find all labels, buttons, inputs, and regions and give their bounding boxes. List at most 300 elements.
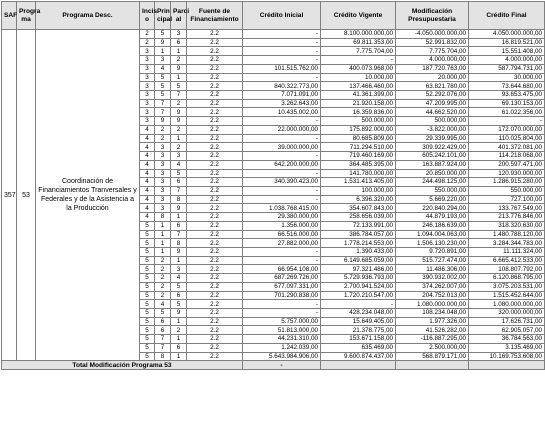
- table-cell: 10.169.753.608,00: [469, 352, 545, 361]
- table-cell: 340.390.423,00: [243, 178, 321, 187]
- table-cell: 1: [155, 230, 171, 239]
- table-cell: 364.485.395,00: [321, 160, 396, 169]
- table-cell: 16.819.521,00: [469, 38, 545, 47]
- column-header: Modificación Presupuestaria: [396, 2, 469, 30]
- table-cell: 2.2: [187, 309, 243, 318]
- table-cell: 4: [155, 64, 171, 73]
- table-cell: 101.515.762,00: [243, 64, 321, 73]
- table-cell: 4: [140, 169, 155, 178]
- table-cell: 1.480.788.120,00: [469, 230, 545, 239]
- table-cell: 3: [140, 73, 155, 82]
- table-cell: 5: [140, 221, 155, 230]
- table-cell: 2.2: [187, 134, 243, 143]
- table-cell: 4: [140, 160, 155, 169]
- table-cell: 711.294.510,00: [321, 143, 396, 152]
- table-cell: 5: [140, 265, 155, 274]
- table-cell: 44.879.193,00: [396, 213, 469, 222]
- table-cell: 39.000.000,00: [243, 143, 321, 152]
- table-body: [2, 30, 545, 361]
- table-cell: 1: [171, 317, 187, 326]
- table-cell: 1: [171, 73, 187, 82]
- table-cell: 5: [171, 300, 187, 309]
- table-cell: 2.2: [187, 91, 243, 100]
- table-cell: 2.2: [187, 343, 243, 352]
- table-cell: 1.506.130.230,00: [396, 239, 469, 248]
- table-cell: 7.775.704,00: [321, 47, 396, 56]
- table-cell: 2.2: [187, 221, 243, 230]
- table-cell: -: [243, 30, 321, 39]
- table-cell: -: [243, 38, 321, 47]
- table-cell: 8: [155, 213, 171, 222]
- table-cell: 9: [171, 108, 187, 117]
- table-cell: 6: [171, 343, 187, 352]
- table-cell: 100.000,00: [321, 186, 396, 195]
- table-cell: 1: [155, 221, 171, 230]
- table-cell: -: [243, 73, 321, 82]
- table-cell: -: [243, 195, 321, 204]
- saf-cell: 357: [2, 30, 17, 361]
- table-cell: 2.2: [187, 73, 243, 82]
- table-cell: 21.378.775,00: [321, 326, 396, 335]
- table-cell: 642.200.000,00: [243, 160, 321, 169]
- table-cell: 4: [140, 204, 155, 213]
- table-cell: 2.2: [187, 274, 243, 283]
- table-cell: 2: [171, 143, 187, 152]
- table-cell: -: [243, 117, 321, 126]
- table-cell: 7.775.704,00: [396, 47, 469, 56]
- table-cell: 114.218.068,00: [469, 152, 545, 161]
- total-value: -: [243, 361, 321, 370]
- table-cell: 204.752.013,00: [396, 291, 469, 300]
- table-cell: 2.2: [187, 82, 243, 91]
- table-cell: 318.320.630,00: [469, 221, 545, 230]
- table-cell: 3: [140, 99, 155, 108]
- table-cell: 2.2: [187, 239, 243, 248]
- table-cell: 2: [140, 38, 155, 47]
- programa-cell: 53: [17, 30, 36, 361]
- table-cell: 2: [171, 56, 187, 65]
- table-cell: 500.000,00: [396, 117, 469, 126]
- table-cell: 5: [155, 91, 171, 100]
- table-cell: 10.000,00: [321, 73, 396, 82]
- table-cell: 4: [171, 274, 187, 283]
- table-cell: 6: [171, 178, 187, 187]
- table-cell: 4: [140, 195, 155, 204]
- table-cell: 258.656.039,00: [321, 213, 396, 222]
- table-cell: 9: [171, 204, 187, 213]
- table-cell: 2: [171, 99, 187, 108]
- table-cell: 8: [171, 195, 187, 204]
- table-cell: 17.626.731,00: [469, 317, 545, 326]
- table-cell: 2.2: [187, 186, 243, 195]
- table-cell: 2.2: [187, 213, 243, 222]
- table-cell: 9: [155, 38, 171, 47]
- table-cell: 5: [140, 300, 155, 309]
- table-cell: 3: [171, 265, 187, 274]
- table-cell: 515.727.474,00: [396, 256, 469, 265]
- table-cell: 3: [155, 160, 171, 169]
- table-cell: 1.515.452.644,00: [469, 291, 545, 300]
- table-cell: 1.094.004.063,00: [396, 230, 469, 239]
- table-cell: 36.784.563,00: [469, 335, 545, 344]
- table-cell: -: [243, 300, 321, 309]
- table-cell: 550.000,00: [469, 186, 545, 195]
- table-cell: 5: [140, 256, 155, 265]
- table-cell: 1.080.000.000,00: [469, 300, 545, 309]
- table-cell: 401.372.081,00: [469, 143, 545, 152]
- table-cell: 2.2: [187, 38, 243, 47]
- table-cell: 175.892.000,00: [321, 125, 396, 134]
- table-cell: 2.2: [187, 326, 243, 335]
- table-cell: 8: [155, 352, 171, 361]
- programa-desc-cell: Coordinación de Financiamientos Tranversales y Federales y de la Asistencia a la Producción: [36, 30, 140, 361]
- table-cell: 5: [140, 239, 155, 248]
- column-header: Crédito Vigente: [321, 2, 396, 30]
- table-cell: -: [243, 47, 321, 56]
- table-cell: 80.685.809,00: [321, 134, 396, 143]
- table-cell: 120.930.000,00: [469, 169, 545, 178]
- table-cell: 44.662.520,00: [396, 108, 469, 117]
- table-cell: 309.922.429,00: [396, 143, 469, 152]
- table-cell: 687.269.726,00: [243, 274, 321, 283]
- table-cell: 4: [140, 186, 155, 195]
- table-cell: 97.321.486,00: [321, 265, 396, 274]
- table-cell: 4: [140, 152, 155, 161]
- table-cell: 7: [155, 108, 171, 117]
- table-cell: 5: [140, 326, 155, 335]
- table-cell: 153.671.158,00: [321, 335, 396, 344]
- table-cell: 9: [171, 247, 187, 256]
- table-cell: 2: [155, 265, 171, 274]
- table-cell: -4.050.000.000,00: [396, 30, 469, 39]
- table-cell: 840.322.773,00: [243, 82, 321, 91]
- table-cell: 2.2: [187, 56, 243, 65]
- table-cell: 66.516.000,00: [243, 230, 321, 239]
- table-cell: 6: [155, 326, 171, 335]
- table-cell: 635.469,00: [321, 343, 396, 352]
- table-cell: 390.932.002,00: [396, 274, 469, 283]
- table-cell: -: [243, 247, 321, 256]
- table-cell: 5: [140, 335, 155, 344]
- table-cell: 2.2: [187, 195, 243, 204]
- table-cell: 7: [171, 230, 187, 239]
- table-cell: 9.600.874.437,00: [321, 352, 396, 361]
- table-cell: 10.435.002,00: [243, 108, 321, 117]
- table-cell: 7: [171, 91, 187, 100]
- table-cell: 1: [171, 213, 187, 222]
- table-cell: 110.025.804,00: [469, 134, 545, 143]
- table-cell: 5: [171, 282, 187, 291]
- table-cell: 1.778.214.553,00: [321, 239, 396, 248]
- table-cell: -: [321, 56, 396, 65]
- table-cell: -: [243, 256, 321, 265]
- table-cell: 41.526.282,00: [396, 326, 469, 335]
- table-cell: 7: [155, 335, 171, 344]
- table-cell: 2.2: [187, 178, 243, 187]
- table-cell: 2.2: [187, 160, 243, 169]
- table-cell: 3: [155, 204, 171, 213]
- budget-table: [1, 1, 545, 370]
- table-cell: 5.669.220,00: [396, 195, 469, 204]
- table-cell: 2.2: [187, 47, 243, 56]
- table-cell: 6: [155, 317, 171, 326]
- table-cell: 52.292.076,00: [396, 91, 469, 100]
- table-cell: 2.2: [187, 64, 243, 73]
- table-cell: 6.665.412.533,00: [469, 256, 545, 265]
- table-cell: -: [243, 134, 321, 143]
- column-header: Prin cipal: [155, 2, 171, 30]
- table-cell: 568.879.171,00: [396, 352, 469, 361]
- table-cell: 41.361.399,00: [321, 91, 396, 100]
- table-cell: 7.071.091,00: [243, 91, 321, 100]
- table-cell: 3.262.643,00: [243, 99, 321, 108]
- table-cell: 133.767.549,00: [469, 204, 545, 213]
- table-cell: 69.130.153,00: [469, 99, 545, 108]
- table-cell: 3.135.469,00: [469, 343, 545, 352]
- table-cell: 2.700.941.524,00: [321, 282, 396, 291]
- table-cell: 386.784.057,00: [321, 230, 396, 239]
- table-cell: 677.097.331,00: [243, 282, 321, 291]
- table-cell: 400.073.968,00: [321, 64, 396, 73]
- table-cell: 3: [171, 152, 187, 161]
- table-cell: 9.720.891,00: [396, 247, 469, 256]
- table-row: [2, 30, 545, 39]
- table-cell: 187.720.763,00: [396, 64, 469, 73]
- table-cell: 1.531.413.405,00: [321, 178, 396, 187]
- table-cell: 9: [155, 117, 171, 126]
- table-cell: 3: [140, 47, 155, 56]
- table-cell: 20.850.000,00: [396, 169, 469, 178]
- table-cell: 6: [171, 38, 187, 47]
- table-cell: -: [243, 169, 321, 178]
- table-cell: -3.822.000,00: [396, 125, 469, 134]
- table-cell: 61.022.356,00: [469, 108, 545, 117]
- table-cell: 9: [171, 117, 187, 126]
- table-cell: 51.813.000,00: [243, 326, 321, 335]
- table-cell: 3: [155, 178, 171, 187]
- table-cell: 5: [140, 343, 155, 352]
- table-cell: 244.498.125,00: [396, 178, 469, 187]
- table-cell: 2.2: [187, 265, 243, 274]
- table-cell: 52.991.832,00: [396, 38, 469, 47]
- table-cell: 5: [140, 274, 155, 283]
- table-cell: 11.111.324,00: [469, 247, 545, 256]
- table-cell: 3: [155, 56, 171, 65]
- table-cell: 4: [171, 160, 187, 169]
- table-cell: 8.100.000.000,00: [321, 30, 396, 39]
- table-cell: 4: [140, 213, 155, 222]
- table-cell: 6: [171, 291, 187, 300]
- table-cell: 2: [155, 256, 171, 265]
- table-cell: 5: [140, 230, 155, 239]
- table-cell: 15.551.408,00: [469, 47, 545, 56]
- table-cell: 29.339.995,00: [396, 134, 469, 143]
- column-header: Incis o: [140, 2, 155, 30]
- table-cell: 5.643.984.906,00: [243, 352, 321, 361]
- table-cell: 2: [171, 326, 187, 335]
- table-cell: 1: [171, 352, 187, 361]
- table-cell: 11.486.306,00: [396, 265, 469, 274]
- table-cell: 220.840.294,00: [396, 204, 469, 213]
- table-cell: 5: [140, 291, 155, 300]
- table-cell: -: [469, 117, 545, 126]
- table-cell: 2.2: [187, 108, 243, 117]
- table-cell: 1: [171, 256, 187, 265]
- table-cell: -: [243, 152, 321, 161]
- table-cell: 1.390.433,00: [321, 247, 396, 256]
- table-cell: 2.2: [187, 247, 243, 256]
- table-cell: 5: [140, 247, 155, 256]
- table-cell: 2.2: [187, 117, 243, 126]
- column-header: Fuente de Financiamiento: [187, 2, 243, 30]
- table-cell: 4.050.000.000,00: [469, 30, 545, 39]
- table-cell: 1: [171, 335, 187, 344]
- table-cell: 3: [140, 91, 155, 100]
- table-cell: 428.234.048,00: [321, 309, 396, 318]
- table-cell: 3.284.344.783,00: [469, 239, 545, 248]
- table-cell: 6.396.320,00: [321, 195, 396, 204]
- table-cell: 1.720.210.547,00: [321, 291, 396, 300]
- table-cell: 1.080.000.000,00: [396, 300, 469, 309]
- table-cell: 5.729.936.793,00: [321, 274, 396, 283]
- table-cell: 4.000.000,00: [469, 56, 545, 65]
- table-cell: 2.2: [187, 99, 243, 108]
- table-cell: 1: [155, 247, 171, 256]
- table-cell: 4: [155, 300, 171, 309]
- table-cell: 108.807.792,00: [469, 265, 545, 274]
- table-cell: 172.070.000,00: [469, 125, 545, 134]
- table-cell: 72.133.991,00: [321, 221, 396, 230]
- table-cell: 2.2: [187, 317, 243, 326]
- table-cell: 2.2: [187, 143, 243, 152]
- table-cell: 5: [155, 309, 171, 318]
- table-cell: 3: [155, 195, 171, 204]
- table-cell: 1: [171, 134, 187, 143]
- table-cell: 3: [155, 169, 171, 178]
- table-cell: 4: [140, 143, 155, 152]
- table-cell: 30.000,00: [469, 73, 545, 82]
- table-cell: 1: [171, 47, 187, 56]
- table-cell: 66.954.108,00: [243, 265, 321, 274]
- table-cell: 1.242.039,00: [243, 343, 321, 352]
- table-cell: 2: [140, 30, 155, 39]
- table-cell: 2.2: [187, 125, 243, 134]
- table-cell: 5: [171, 169, 187, 178]
- table-cell: 6.120.868.795,00: [469, 274, 545, 283]
- table-cell: 3: [155, 152, 171, 161]
- table-cell: 16.359.836,00: [321, 108, 396, 117]
- table-cell: 2.500.000,00: [396, 343, 469, 352]
- table-cell: 200.597.471,00: [469, 160, 545, 169]
- table-cell: 5: [171, 82, 187, 91]
- table-cell: 2.2: [187, 204, 243, 213]
- column-header: Crédito Final: [469, 2, 545, 30]
- table-cell: 62.905.057,00: [469, 326, 545, 335]
- table-cell: 1.977.326,00: [396, 317, 469, 326]
- table-cell: 2.2: [187, 30, 243, 39]
- table-cell: 213.776.846,00: [469, 213, 545, 222]
- table-cell: -: [243, 56, 321, 65]
- column-header: Programa Desc.: [36, 2, 140, 30]
- table-cell: 5: [140, 282, 155, 291]
- table-cell: 5: [155, 82, 171, 91]
- table-cell: 3: [140, 56, 155, 65]
- table-cell: 20.000,00: [396, 73, 469, 82]
- table-cell: 5: [155, 30, 171, 39]
- table-cell: 3: [155, 143, 171, 152]
- table-header: [2, 2, 545, 30]
- table-cell: 9: [171, 64, 187, 73]
- table-cell: 5: [155, 73, 171, 82]
- table-cell: 587.794.731,00: [469, 64, 545, 73]
- table-cell: 3: [171, 30, 187, 39]
- table-cell: 7: [155, 99, 171, 108]
- table-cell: 108.234.048,00: [396, 309, 469, 318]
- table-cell: 2: [155, 291, 171, 300]
- table-cell: 141.780.000,00: [321, 169, 396, 178]
- column-header: Progra ma: [17, 2, 36, 30]
- table-cell: 3: [155, 186, 171, 195]
- table-cell: 6: [171, 221, 187, 230]
- table-cell: 69.811.353,00: [321, 38, 396, 47]
- table-cell: 4: [140, 178, 155, 187]
- table-cell: 22.000.000,00: [243, 125, 321, 134]
- table-cell: 246.186.639,00: [396, 221, 469, 230]
- table-cell: 2: [155, 125, 171, 134]
- table-cell: -116.887.295,00: [396, 335, 469, 344]
- table-cell: 4: [140, 125, 155, 134]
- table-cell: 21.920.158,00: [321, 99, 396, 108]
- table-cell: 3: [140, 82, 155, 91]
- table-cell: 5.757.000,00: [243, 317, 321, 326]
- table-cell: 3.075.203.531,00: [469, 282, 545, 291]
- table-cell: 1.286.915.280,00: [469, 178, 545, 187]
- table-cell: 2: [155, 134, 171, 143]
- column-header: Crédito Inicial: [243, 2, 321, 30]
- table-cell: -: [243, 186, 321, 195]
- table-cell: 3: [140, 117, 155, 126]
- table-cell: 2: [155, 274, 171, 283]
- table-cell: 2: [155, 282, 171, 291]
- table-cell: 605.242.101,00: [396, 152, 469, 161]
- table-cell: 27.882.000,00: [243, 239, 321, 248]
- table-cell: 63.821.780,00: [396, 82, 469, 91]
- column-header: Parci al: [171, 2, 187, 30]
- table-cell: -: [321, 300, 396, 309]
- table-cell: 4.000.000,00: [396, 56, 469, 65]
- table-cell: 374.262.007,00: [396, 282, 469, 291]
- table-cell: 7: [155, 343, 171, 352]
- table-cell: 44.231.310,00: [243, 335, 321, 344]
- table-cell: 1: [155, 239, 171, 248]
- table-cell: 8: [171, 239, 187, 248]
- table-cell: 1.038.768.415,00: [243, 204, 321, 213]
- table-cell: 2.2: [187, 169, 243, 178]
- table-cell: 93.653.475,00: [469, 91, 545, 100]
- table-cell: 2.2: [187, 152, 243, 161]
- table-cell: 2.2: [187, 300, 243, 309]
- table-cell: 2: [171, 125, 187, 134]
- table-cell: 354.607.843,00: [321, 204, 396, 213]
- table-cell: 73.644.680,00: [469, 82, 545, 91]
- table-cell: 47.209.995,00: [396, 99, 469, 108]
- table-cell: 137.466.460,00: [321, 82, 396, 91]
- table-cell: 2.2: [187, 282, 243, 291]
- column-header: SAF: [2, 2, 17, 30]
- table-cell: 15.649.405,00: [321, 317, 396, 326]
- table-cell: 9: [171, 309, 187, 318]
- table-cell: 719.460.169,00: [321, 152, 396, 161]
